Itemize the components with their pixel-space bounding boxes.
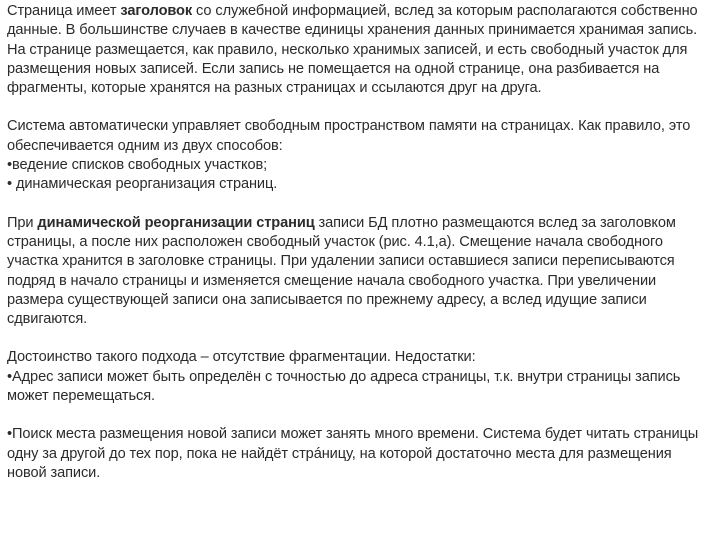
- text-segment: размещения новых записей. Если запись не помещается на одной странице, она разбивается на: [7, 60, 660, 77]
- text-segment: Страница имеет: [7, 3, 121, 19]
- text-line: [7, 175, 715, 194]
- text-segment: размера существующей записи она записывается по прежнему адресу, а вслед идущие записи: [7, 291, 647, 308]
- text-line: [7, 310, 715, 329]
- paragraph-3: [7, 214, 715, 330]
- bold-term: динамической реорганизации страниц: [37, 214, 315, 231]
- document-body: [7, 2, 715, 502]
- text-line: [7, 291, 715, 310]
- text-segment: •ведение списков свободных участков;: [7, 157, 268, 174]
- paragraph-1: [7, 2, 715, 98]
- text-line: [7, 79, 715, 98]
- text-segment: Достоинство такого подхода – отсутствие фрагментации. Недостатки:: [7, 349, 476, 366]
- text-line: [7, 445, 715, 464]
- text-line: [7, 137, 715, 156]
- text-segment: При: [7, 214, 38, 231]
- text-segment: подряд в начало страницы и изменяется смещение начала свободного участка. При увеличении: [7, 272, 657, 289]
- text-segment: обеспечивается одним из двух способов:: [7, 137, 283, 154]
- text-segment: сдвигаются.: [7, 311, 88, 328]
- text-line: [7, 387, 715, 406]
- text-segment: данные. В большинстве случаев в качестве единицы хранения данных принимается хранимая запись.: [7, 22, 698, 39]
- paragraph-4: [7, 348, 715, 406]
- text-segment: одну за другой до тех пор, пока не найдёт стрáницу, на которой достаточно места для размещения: [7, 445, 672, 462]
- text-line: [7, 368, 715, 387]
- text-line: [7, 156, 715, 175]
- text-line: [7, 425, 715, 444]
- text-segment: участка хранится в заголовке страницы. При удалении записи оставшиеся записи переписываются: [7, 253, 675, 270]
- text-segment: записи БД плотно размещаются вслед за заголовком: [314, 214, 676, 231]
- text-line: [7, 214, 715, 233]
- text-line: [7, 272, 715, 291]
- text-segment: На странице размещается, как правило, несколько хранимых записей, и есть свободный участок для: [7, 41, 688, 58]
- text-segment: фрагменты, которые хранятся на разных страницах и ссылаются друг на друга.: [7, 80, 542, 97]
- bold-term: заголовок: [120, 3, 193, 19]
- paragraph-5: [7, 425, 715, 483]
- text-line: [7, 2, 715, 21]
- text-segment: новой записи.: [7, 464, 101, 481]
- text-line: [7, 233, 715, 252]
- text-line: [7, 41, 715, 60]
- text-line: [7, 21, 715, 40]
- text-segment: со служебной информацией, вслед за которым располагаются собственно: [192, 3, 698, 19]
- paragraph-2: [7, 117, 715, 194]
- text-segment: может перемещаться.: [7, 388, 155, 405]
- text-line: [7, 252, 715, 271]
- text-segment: •Адрес записи может быть определён с точностью до адреса страницы, т.к. внутри страницы запись: [7, 368, 681, 385]
- text-line: [7, 117, 715, 136]
- text-line: [7, 60, 715, 79]
- text-segment: страницы, а после них расположен свободный участок (рис. 4.1,а). Смещение начала свободного: [7, 233, 663, 250]
- text-line: [7, 348, 715, 367]
- text-segment: Система автоматически управляет свободным пространством памяти на страницах. Как правило, это: [7, 118, 691, 135]
- text-segment: • динамическая реорганизация страниц.: [7, 176, 278, 193]
- text-segment: •Поиск места размещения новой записи может занять много времени. Система будет читать страницы: [7, 426, 699, 443]
- text-line: [7, 464, 715, 483]
